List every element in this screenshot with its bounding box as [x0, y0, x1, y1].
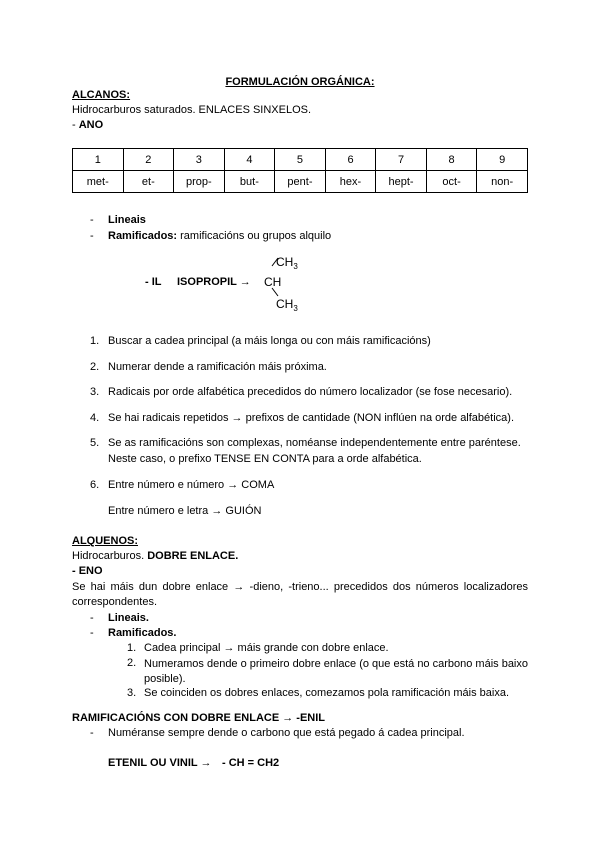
- ramificados-label: Ramificados:: [108, 230, 178, 242]
- table-cell: hept-: [376, 171, 427, 193]
- sub-rule-number: 2.: [127, 657, 137, 669]
- table-cell: oct-: [426, 171, 477, 193]
- ramificacions-rule: Numéranse sempre dende o carbono que está pegado á cadea principal.: [108, 727, 465, 739]
- table-cell: 6: [325, 149, 376, 171]
- isopropil-structure: [258, 250, 318, 312]
- rule-number: 4.: [90, 412, 100, 424]
- alquenos-type-bullet: -: [90, 612, 94, 624]
- prefix-table: [72, 148, 528, 193]
- alquenos-multiple-bonds: Se hai máis dun dobre enlace → -dieno, -trieno... precedidos dos números localizadores correspondentes.: [72, 581, 528, 608]
- table-cell: met-: [73, 171, 124, 193]
- formula-top: $CH_3$: [276, 255, 298, 271]
- table-cell: et-: [123, 171, 174, 193]
- sub-rule-number: 3.: [127, 687, 137, 699]
- alquenos-heading: ALQUENOS:: [72, 535, 138, 547]
- isopropil-suffix: - IL: [145, 276, 162, 288]
- alcanos-description: Hidrocarburos saturados. ENLACES SINXELOS.: [72, 104, 312, 116]
- ramificados-rest: ramificacións ou grupos alquilo: [177, 230, 332, 242]
- alquenos-description-plain: Hidrocarburos.: [72, 550, 148, 562]
- rule-text: Se as ramificacións son complexas, noméanse independentemente entre paréntese.: [108, 437, 521, 449]
- alcanos-suffix-text: ANO: [78, 119, 104, 131]
- table-cell: pent-: [275, 171, 326, 193]
- sub-rule-text: Numeramos dende o primeiro dobre enlace (o que está no carbono máis baixo posible).: [144, 658, 528, 685]
- table-cell: 8: [426, 149, 477, 171]
- alquenos-suffix: - ENO: [72, 565, 103, 577]
- sub-rule-text: Cadea principal → máis grande con dobre enlace.: [144, 642, 389, 654]
- alcanos-type-bullet: -: [90, 214, 94, 226]
- rule-text: Radicais por orde alfabética precedidos do número localizador (se fose necesario).: [108, 386, 513, 398]
- table-cell: non-: [477, 171, 528, 193]
- rule-number: 2.: [90, 361, 100, 373]
- alcanos-suffix-marker: -: [72, 119, 79, 131]
- table-cell: hex-: [325, 171, 376, 193]
- prefix-table-prefixes-row: [73, 171, 528, 193]
- prefix-table-numbers-row: [73, 149, 528, 171]
- alcanos-heading: ALCANOS:: [72, 89, 131, 101]
- isopropil-name: ISOPROPIL →: [177, 276, 251, 288]
- formula-bottom: $CH_3$: [276, 297, 298, 312]
- etenil-name: ETENIL OU VINIL →: [108, 757, 212, 769]
- alquenos-type-ramificados: Ramificados.: [108, 627, 177, 639]
- table-cell: 9: [477, 149, 528, 171]
- rule-number: 1.: [90, 335, 100, 347]
- rule-text: Numerar dende a ramificación máis próxima.: [108, 361, 327, 373]
- rule-text: Entre número e número → COMA: [108, 479, 275, 491]
- table-cell: but-: [224, 171, 275, 193]
- rule-number: 6.: [90, 479, 100, 491]
- alcanos-suffix: [72, 119, 103, 131]
- table-cell: 2: [123, 149, 174, 171]
- etenil-formula: - CH = CH2: [222, 757, 280, 769]
- rule-text: Buscar a cadea principal (a máis longa ou con máis ramificacións): [108, 335, 431, 347]
- alquenos-description-bold: DOBRE ENLACE.: [147, 550, 239, 562]
- alquenos-type-lineais: Lineais.: [108, 612, 149, 624]
- alcanos-type-lineais: Lineais: [108, 214, 146, 226]
- rule-number: 5.: [90, 437, 100, 449]
- ramificacions-bullet: -: [90, 727, 94, 739]
- rule-text-continued: Entre número e letra → GUIÓN: [108, 505, 262, 517]
- rule-number: 3.: [90, 386, 100, 398]
- rule-text: Se hai radicais repetidos → prefixos de cantidade (NON inflúen na orde alfabética).: [108, 412, 515, 424]
- table-cell: 5: [275, 149, 326, 171]
- formula-mid: CH: [264, 275, 282, 289]
- alquenos-type-bullet: -: [90, 627, 94, 639]
- table-cell: 7: [376, 149, 427, 171]
- bond-line: [272, 288, 278, 296]
- alcanos-type-ramificados: [108, 230, 331, 242]
- ramificacions-heading: RAMIFICACIÓNS CON DOBRE ENLACE → -ENIL: [72, 712, 325, 724]
- table-cell: 1: [73, 149, 124, 171]
- rule-text-continued: Neste caso, o prefixo TENSE EN CONTA para a orde alfabética.: [108, 453, 422, 465]
- sub-rule-number: 1.: [127, 642, 137, 654]
- sub-rule-text: Se coinciden os dobres enlaces, comezamos pola ramificación máis baixa.: [144, 687, 510, 699]
- alcanos-type-bullet: -: [90, 230, 94, 242]
- alquenos-description: [72, 550, 238, 562]
- table-cell: prop-: [174, 171, 225, 193]
- table-cell: 4: [224, 149, 275, 171]
- page-title: FORMULACIÓN ORGÁNICA:: [225, 76, 375, 88]
- table-cell: 3: [174, 149, 225, 171]
